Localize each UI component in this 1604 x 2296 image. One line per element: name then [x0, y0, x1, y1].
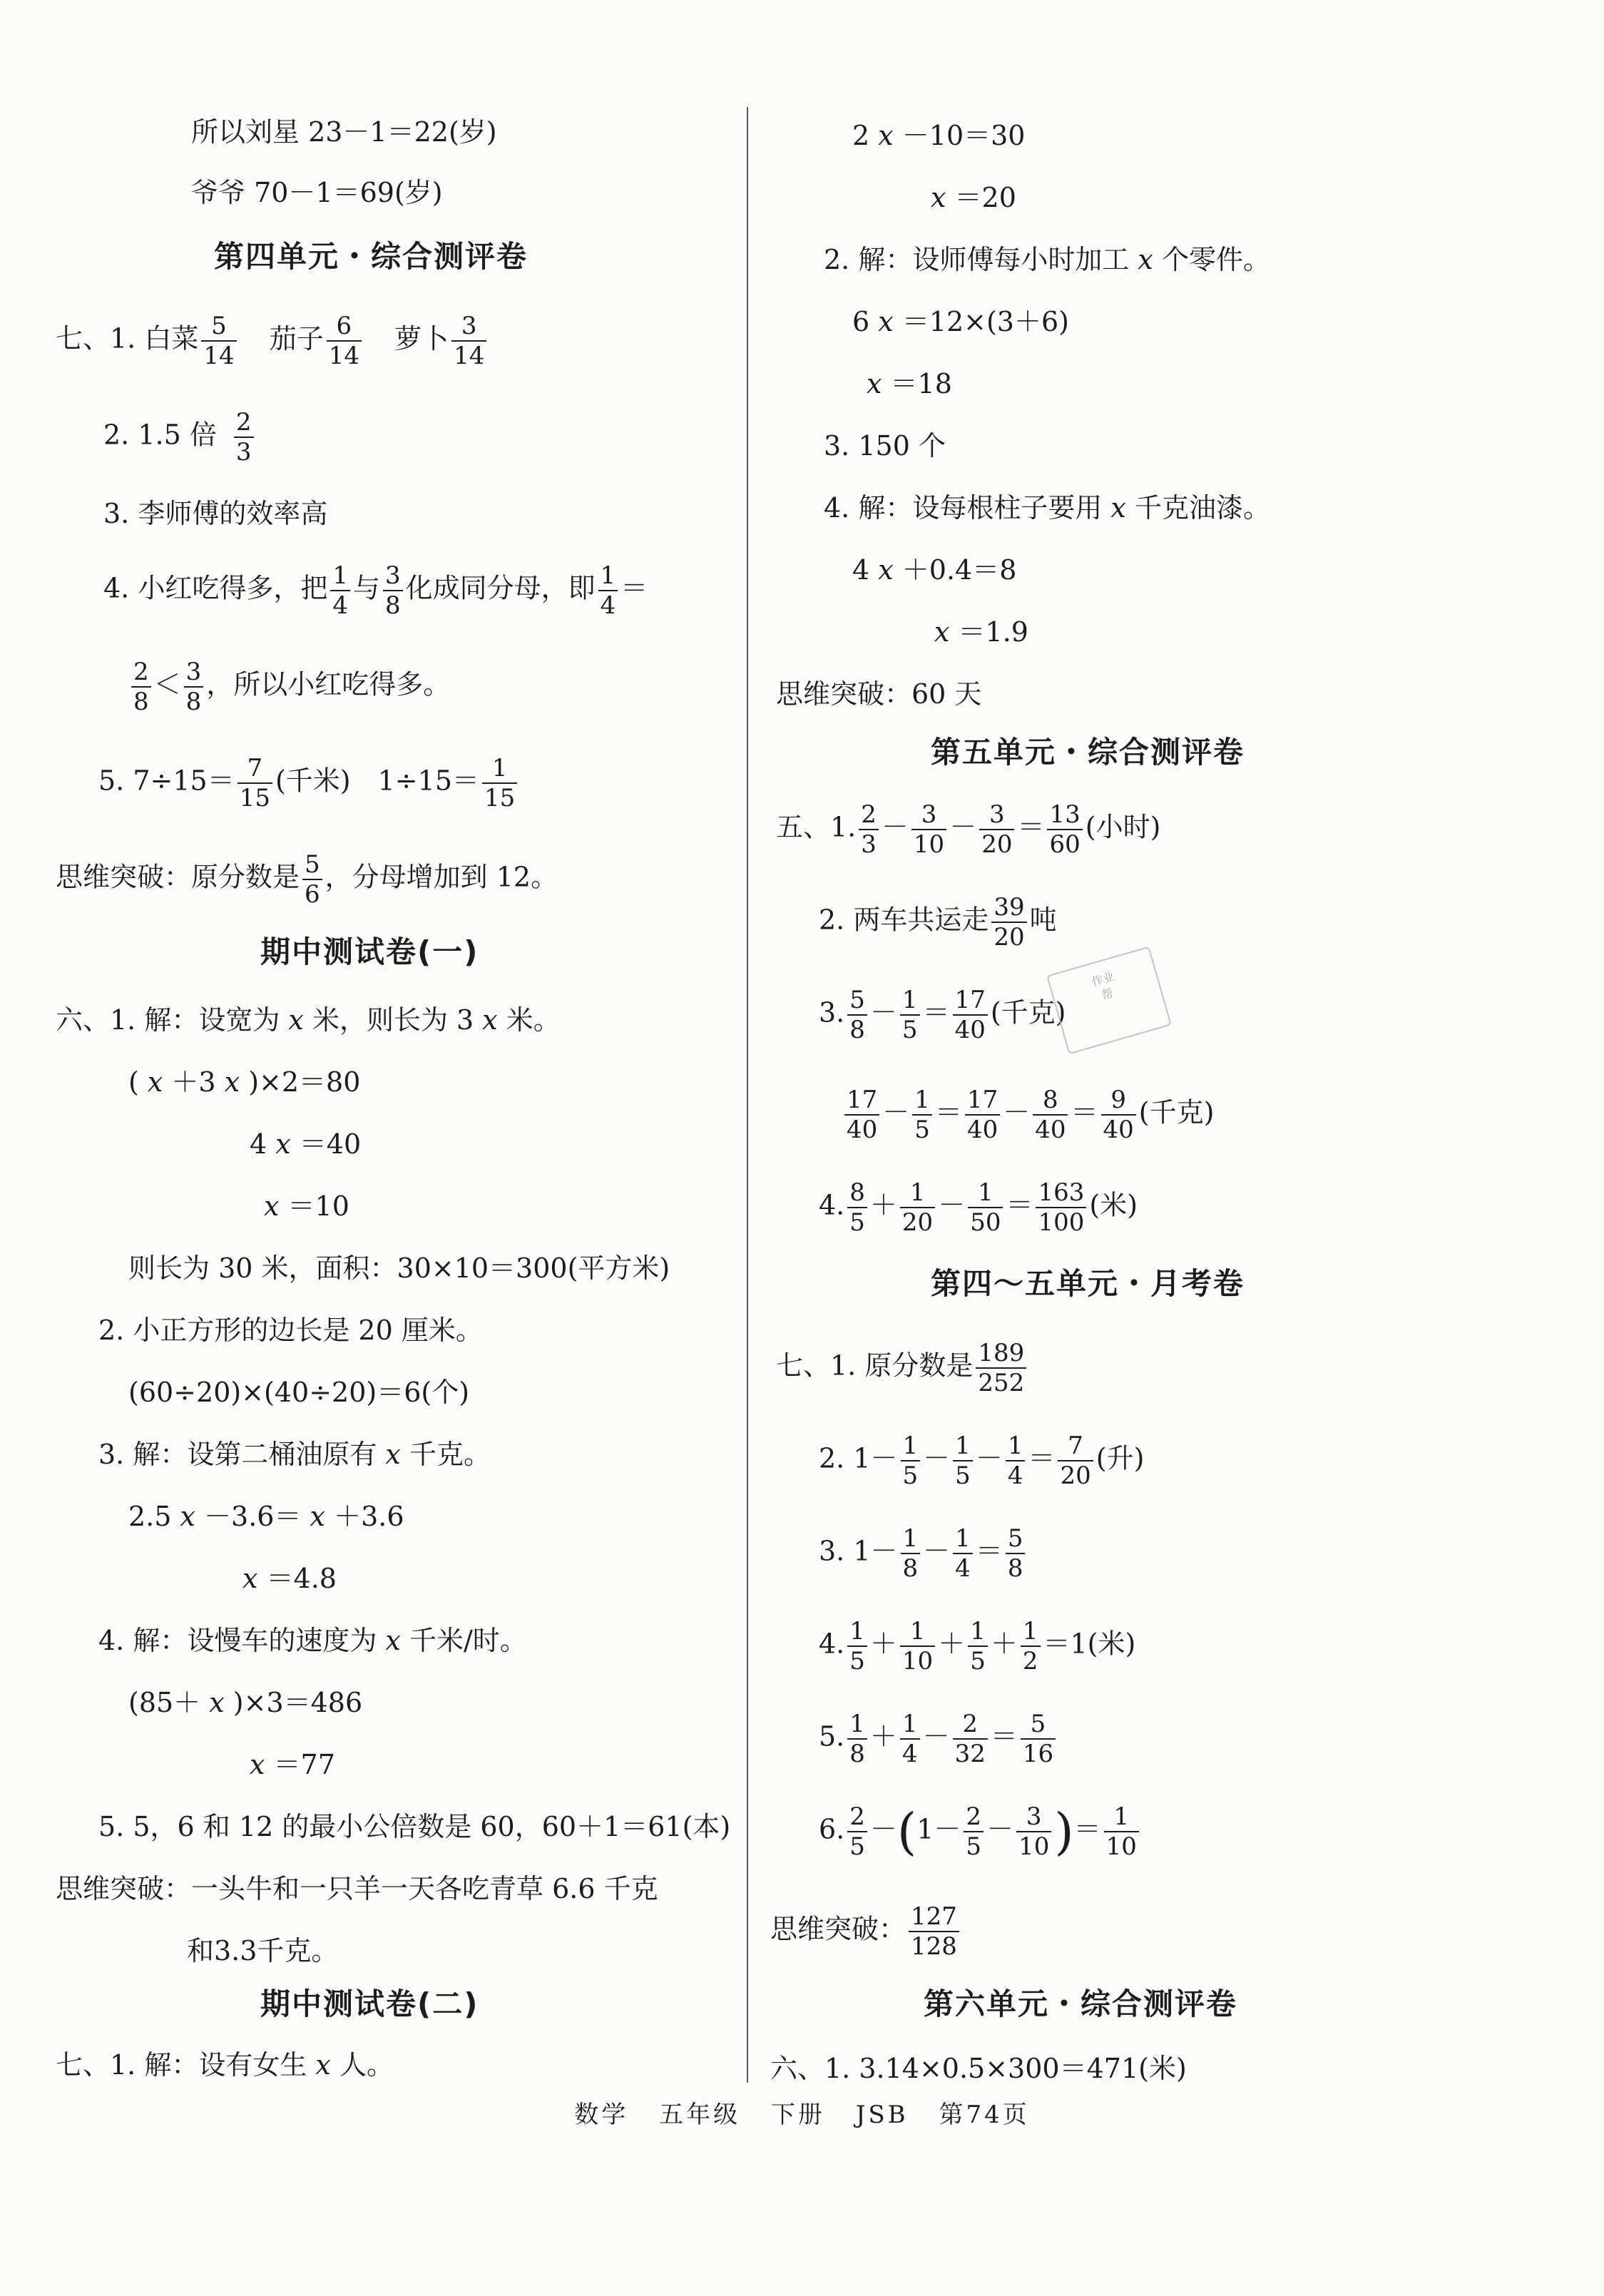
footer-volume: 下册 [770, 2101, 825, 2129]
math-text: 4 [250, 1128, 267, 1160]
math-text: ＝10 [287, 1190, 349, 1222]
math-text: 2 [852, 120, 870, 151]
math-text: －3.6＝ [204, 1501, 302, 1532]
footer-edition: JSB [855, 2101, 909, 2129]
footer-grade: 五年级 [659, 2101, 741, 2129]
math-line [867, 362, 952, 405]
math-text: 6 [852, 306, 870, 337]
answer-line: 6. $\frac{2}{5}$ －(1－ $\frac{2}{5}$ － $\frac{3}{10}$ )＝ $\frac{1}{10}$ [819, 1805, 1142, 1859]
answer-line: 5. 7÷15＝ $\frac{7}{15}$ (千米) 1÷15＝ $\frac{1}{15}$ [98, 756, 520, 810]
section-heading: 期中测试卷(一) [260, 934, 479, 969]
math-text: 六、1. 解：设宽为 [56, 1004, 280, 1036]
text-line: 思维突破：60 天 [776, 678, 982, 710]
answer-line: 五、1. $\frac{2}{3}$ － $\frac{3}{10}$ － $\frac{3}{20}$ ＝ $\frac{13}{60}$ (小时) [776, 800, 1161, 859]
section-heading: 第五单元・综合测评卷 [931, 735, 1245, 770]
math-line [98, 1433, 491, 1476]
text-line: 3. 李师傅的效率高 [103, 498, 328, 529]
math-line [852, 300, 1069, 343]
math-line [852, 114, 1026, 157]
math-text: )×3＝486 [233, 1687, 363, 1718]
math-text: 千克。 [409, 1439, 491, 1470]
math-line [264, 1185, 349, 1228]
variable-x: x [171, 1501, 205, 1532]
text-line: 5. 5，6 和 12 的最小公倍数是 60，60＋1＝61(本) [98, 1811, 731, 1842]
math-text: 米，则长为 3 [312, 1004, 474, 1036]
variable-x: x [1129, 244, 1162, 275]
text-line: 爷爷 70－1＝69(岁) [191, 177, 443, 208]
variable-x: x [280, 1004, 312, 1036]
variable-x: x [301, 1501, 334, 1532]
math-line [98, 1619, 527, 1662]
math-text: 个零件。 [1161, 244, 1270, 275]
footer-subject: 数学 [574, 2101, 629, 2129]
answer-line: $\frac{2}{8}$ ＜ $\frac{3}{8}$ ，所以小红吃得多。 [128, 660, 450, 714]
math-text: ＋3.6 [334, 1501, 404, 1532]
section-heading: 期中测试卷(二) [260, 1986, 479, 2021]
variable-x: x [377, 1625, 409, 1656]
math-text: ＋0.4＝8 [901, 554, 1017, 586]
math-text: ＝40 [299, 1128, 362, 1160]
answer-line: 思维突破： $\frac{127}{128}$ [770, 1904, 962, 1959]
math-line [128, 1061, 360, 1103]
variable-x: x [869, 554, 902, 586]
math-line [250, 1123, 361, 1165]
variable-x: x [377, 1439, 409, 1470]
answer-line: $\frac{17}{40}$ － $\frac{1}{5}$ ＝ $\frac{17}{40}$ － $\frac{8}{40}$ ＝ $\frac{9}{40}$ (千克) [842, 1088, 1214, 1142]
math-text: )×2＝80 [248, 1066, 361, 1098]
text-line: 3. 150 个 [824, 430, 946, 461]
variable-x: x [242, 1563, 267, 1594]
variable-x: x [138, 1066, 172, 1098]
text-line: 和3.3千克。 [187, 1935, 339, 1966]
variable-x: x [934, 616, 959, 648]
text-line: (60÷20)×(40÷20)＝6(个) [128, 1377, 470, 1408]
math-text: ( [128, 1066, 139, 1098]
variable-x: x [264, 1190, 288, 1222]
math-text: ＝20 [954, 182, 1016, 213]
text-line: 所以刘星 23－1＝22(岁) [191, 116, 497, 148]
math-line [934, 611, 1028, 653]
section-heading: 第六单元・综合测评卷 [924, 1986, 1238, 2021]
section-heading: 第四单元・综合测评卷 [214, 239, 528, 274]
math-text: 4 [852, 554, 870, 586]
column-divider [747, 107, 748, 2083]
variable-x: x [1102, 492, 1135, 524]
math-text: 千米/时。 [409, 1625, 527, 1656]
math-line [56, 999, 561, 1041]
page-footer [0, 2093, 1604, 2136]
variable-x: x [307, 2049, 339, 2081]
math-line [250, 1743, 335, 1786]
math-line [56, 2044, 394, 2086]
math-line [931, 176, 1016, 219]
math-text: 2.5 [128, 1501, 172, 1532]
math-text: 4. 解：设慢车的速度为 [98, 1625, 377, 1656]
math-text: ＝18 [890, 368, 952, 399]
text-line: 思维突破：一头牛和一只羊一天各吃青草 6.6 千克 [56, 1873, 658, 1904]
math-text: ＝1.9 [958, 616, 1028, 648]
answer-line: 3. 1－ $\frac{1}{8}$ － $\frac{1}{4}$ ＝ $\frac{5}{8}$ [819, 1526, 1028, 1581]
math-text: 3. 解：设第二桶油原有 [98, 1439, 377, 1470]
variable-x: x [215, 1066, 249, 1098]
variable-x: x [869, 306, 902, 337]
math-line [824, 486, 1270, 529]
answer-line: 5. $\frac{1}{8}$ ＋ $\frac{1}{4}$ － $\frac{2}{32}$ ＝ $\frac{5}{16}$ [819, 1712, 1058, 1766]
variable-x: x [267, 1128, 300, 1160]
answer-line: 七、1. 原分数是 $\frac{189}{252}$ [776, 1341, 1029, 1395]
math-line [128, 1681, 362, 1724]
answer-line: 4. $\frac{1}{5}$ ＋ $\frac{1}{10}$ ＋ $\frac{1}{5}$ ＋ $\frac{1}{2}$ ＝1(米) [819, 1617, 1136, 1675]
math-line [242, 1557, 337, 1600]
variable-x: x [931, 182, 955, 213]
math-text: 千克油漆。 [1134, 492, 1270, 524]
math-text: ＝77 [273, 1749, 335, 1780]
answer-line: 2. 1－ $\frac{1}{5}$ － $\frac{1}{5}$ － $\frac{1}{4}$ ＝ $\frac{7}{20}$ (升) [819, 1432, 1145, 1490]
math-text: 人。 [339, 2049, 394, 2081]
math-text: ＝12×(3＋6) [901, 306, 1069, 337]
math-text: －10＝30 [901, 120, 1026, 151]
answer-line: 七、1. 白菜 $\frac{5}{14}$ 茄子 $\frac{6}{14}$ 萝卜 $\frac{3}{14}$ [56, 314, 489, 368]
answer-line: 2. 1.5 倍 $\frac{2}{3}$ [103, 410, 257, 464]
math-text: (85＋ [128, 1687, 201, 1718]
variable-x: x [867, 368, 891, 399]
math-text: ＋3 [171, 1066, 216, 1098]
answer-line: 2. 两车共运走 $\frac{39}{20}$ 吨 [819, 893, 1057, 951]
answer-line: 思维突破：原分数是 $\frac{5}{6}$ ，分母增加到 12。 [56, 850, 558, 909]
variable-x: x [200, 1687, 233, 1718]
math-text: 2. 解：设师傅每小时加工 [824, 244, 1130, 275]
variable-x: x [869, 120, 902, 151]
answer-line: 4. 小红吃得多，把 $\frac{1}{4}$ 与 $\frac{3}{8}$ 化成同分母，即 $\frac{1}{4}$ ＝ [103, 561, 648, 620]
math-text: ＝4.8 [266, 1563, 337, 1594]
math-line [852, 549, 1016, 591]
stamp-logo: 作业 帮 [1046, 947, 1172, 1055]
text-line: 2. 小正方形的边长是 20 厘米。 [98, 1315, 483, 1346]
math-text: 4. 解：设每根柱子要用 [824, 492, 1103, 524]
text-line: 则长为 30 米，面积：30×10＝300(平方米) [128, 1252, 670, 1284]
variable-x: x [474, 1004, 506, 1036]
math-line [128, 1495, 404, 1538]
footer-page: 第74页 [939, 2101, 1030, 2129]
math-text: 米。 [506, 1004, 561, 1036]
answer-line: 4. $\frac{8}{5}$ ＋ $\frac{1}{20}$ － $\frac{1}{50}$ ＝ $\frac{163}{100}$ (米) [819, 1178, 1138, 1237]
section-heading: 第四～五单元・月考卷 [931, 1266, 1245, 1301]
text-line: 六、1. 3.14×0.5×300＝471(米) [770, 2053, 1187, 2084]
answer-line: 3. $\frac{5}{8}$ － $\frac{1}{5}$ ＝ $\frac{17}{40}$ (千克) [819, 986, 1066, 1044]
variable-x: x [250, 1749, 274, 1780]
math-line [824, 238, 1270, 281]
math-text: 七、1. 解：设有女生 [56, 2049, 307, 2081]
